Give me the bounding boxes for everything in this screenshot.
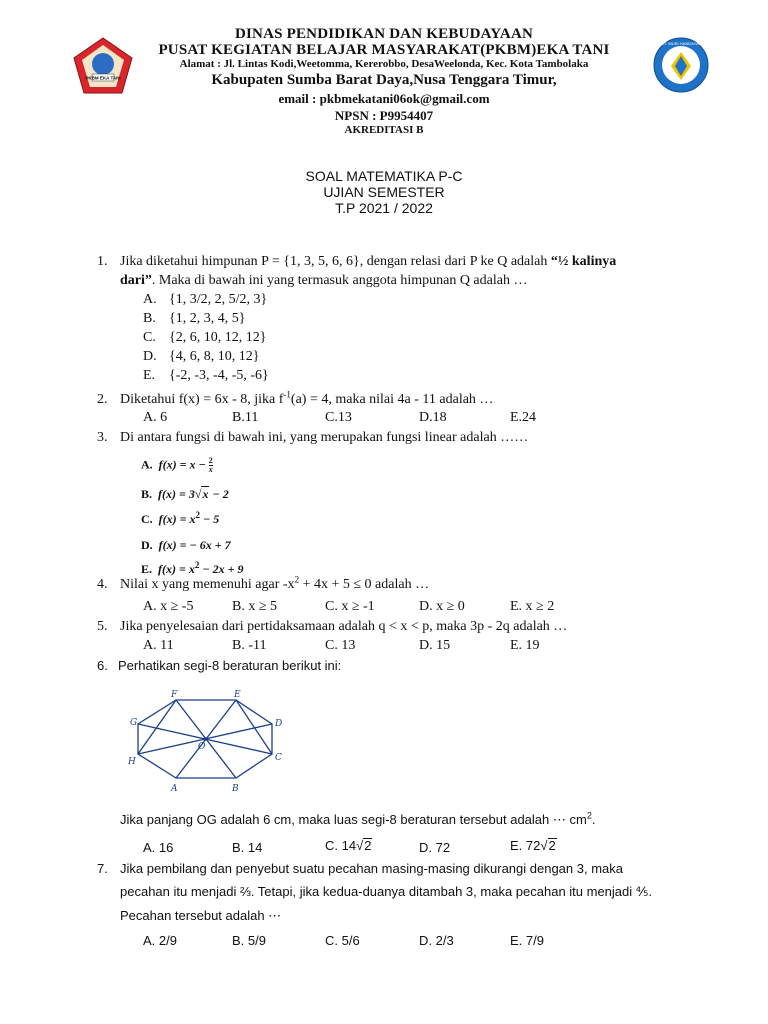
question-7-line2: pecahan itu menjadi ⅔. Tetapi, jika kedua-duanya ditambah 3, maka pecahan itu menjadi ⅘. <box>120 884 652 899</box>
answer-option[interactable]: C.13 <box>325 410 352 425</box>
vertex-label: C <box>275 753 282 763</box>
header-institution: PUSAT KEGIATAN BELAJAR MASYARAKAT(PKBM)EKA TANI <box>158 42 610 58</box>
answer-option[interactable]: D. {4, 6, 8, 10, 12} <box>143 349 260 364</box>
question-number: 1. <box>97 254 108 269</box>
question-7-line1: Jika pembilang dan penyebut suatu pecahan masing-masing dikurangi dengan 3, maka <box>120 861 623 876</box>
answer-option[interactable]: D. 2/3 <box>419 933 454 948</box>
vertex-label: A <box>171 784 178 794</box>
answer-option[interactable]: E. 72√2 <box>510 838 556 853</box>
answer-option[interactable]: B. 14 <box>232 840 263 855</box>
answer-option[interactable]: E. $f(x) = x^2 - 2x + 9$ <box>141 560 244 576</box>
question-number: 6. <box>97 658 108 673</box>
answer-option[interactable]: E. x ≥ 2 <box>510 599 555 614</box>
vertex-label: D <box>275 719 283 729</box>
answer-option[interactable]: A. 6 <box>143 410 168 425</box>
answer-option[interactable]: A. 16 <box>143 840 174 855</box>
answer-option[interactable]: C. $f(x) = x^2 - 5$ <box>141 510 220 526</box>
header-npsn: NPSN : P9954407 <box>334 108 434 123</box>
exam-year: T.P 2021 / 2022 <box>335 200 433 216</box>
answer-option[interactable]: C. 13 <box>325 638 356 653</box>
answer-option[interactable]: A. f(x) = x − $\frac{2}{x}$ <box>141 456 213 474</box>
question-number: 2. <box>97 392 108 407</box>
answer-option[interactable]: E. {-2, -3, -4, -5, -6} <box>143 368 269 383</box>
answer-option[interactable]: C. 5/6 <box>325 933 360 948</box>
question-1-line2: dari”. Maka di bawah ini yang termasuk anggota himpunan Q adalah … <box>120 273 528 288</box>
question-3-text: Di antara fungsi di bawah ini, yang merupakan fungsi linear adalah …… <box>120 430 529 445</box>
header-agency: DINAS PENDIDIKAN DAN KEBUDAYAAN <box>234 26 534 42</box>
question-2-text: Diketahui f(x) = 6x - 8, jika $f^{-1}(a) = 4$, maka nilai 4a - 11 adalah … <box>120 389 494 407</box>
answer-option[interactable]: A. 11 <box>143 638 174 653</box>
question-6-prompt: Jika panjang OG adalah 6 cm, maka luas segi-8 beraturan tersebut adalah ⋯ $cm^2$. <box>120 810 596 827</box>
answer-option[interactable]: B. {1, 2, 3, 4, 5} <box>143 311 246 326</box>
answer-option[interactable]: B.11 <box>232 410 259 425</box>
answer-option[interactable]: A. x ≥ -5 <box>143 599 194 614</box>
answer-option[interactable]: D. f(x) = − 6x + 7 <box>141 538 231 552</box>
answer-option[interactable]: E. 19 <box>510 638 540 653</box>
octagon-diagram <box>118 688 298 798</box>
svg-text:TUT WURI HANDAYANI: TUT WURI HANDAYANI <box>659 41 703 46</box>
vertex-label: G <box>130 718 138 728</box>
vertex-label: F <box>171 690 178 700</box>
exam-title: SOAL MATEMATIKA P-C <box>305 168 463 184</box>
svg-text:PKBM EKA TANI: PKBM EKA TANI <box>85 75 121 81</box>
question-number: 7. <box>97 861 108 876</box>
answer-option[interactable]: A. 2/9 <box>143 933 177 948</box>
answer-option[interactable]: C. {2, 6, 10, 12, 12} <box>143 330 267 345</box>
question-6-text: Perhatikan segi-8 beraturan berikut ini: <box>118 658 342 673</box>
question-number: 3. <box>97 430 108 445</box>
answer-option[interactable]: B. 5/9 <box>232 933 266 948</box>
answer-option[interactable]: C. 14√2 <box>325 838 372 853</box>
vertex-label: H <box>128 757 136 767</box>
answer-option[interactable]: C. x ≥ -1 <box>325 599 375 614</box>
question-1-line1: Jika diketahui himpunan P = {1, 3, 5, 6, 6}, dengan relasi dari P ke Q adalah “½ kalinya <box>120 254 617 269</box>
answer-option[interactable]: B. x ≥ 5 <box>232 599 278 614</box>
answer-option[interactable]: D. 15 <box>419 638 451 653</box>
vertex-label: B <box>232 784 239 794</box>
question-number: 5. <box>97 619 108 634</box>
header-region: Kabupaten Sumba Barat Daya,Nusa Tenggara Timur, <box>211 72 557 88</box>
vertex-label: O <box>198 742 206 752</box>
answer-option[interactable]: B. f(x) = 3√x − 2 <box>141 487 229 501</box>
exam-subtitle: UJIAN SEMESTER <box>323 184 445 200</box>
answer-option[interactable]: D. x ≥ 0 <box>419 599 465 614</box>
header-accreditation: AKREDITASI B <box>344 124 424 136</box>
answer-option[interactable]: E.24 <box>510 410 537 425</box>
answer-option[interactable]: D.18 <box>419 410 447 425</box>
answer-option[interactable]: D. 72 <box>419 840 451 855</box>
answer-option[interactable]: A. {1, 3/2, 2, 5/2, 3} <box>143 292 268 307</box>
answer-option[interactable]: B. -11 <box>232 638 267 653</box>
vertex-label: E <box>234 690 241 700</box>
answer-option[interactable]: E. 7/9 <box>510 933 544 948</box>
question-number: 4. <box>97 577 108 592</box>
header-email: email : pkbmekatani06ok@gmail.com <box>278 91 490 106</box>
question-5-text: Jika penyelesaian dari pertidaksamaan adalah q < x < p, maka 3p - 2q adalah … <box>120 619 568 634</box>
header-address: Alamat : Jl. Lintas Kodi,Weetomma, Kererobbo, DesaWeelonda, Kec. Kota Tambolaka <box>179 58 589 70</box>
question-4-text: Nilai x yang memenuhi agar $-x^2 + 4x + 5 \le 0$ adalah … <box>120 574 430 592</box>
question-7-line3: Pecahan tersebut adalah ⋯ <box>120 908 282 923</box>
